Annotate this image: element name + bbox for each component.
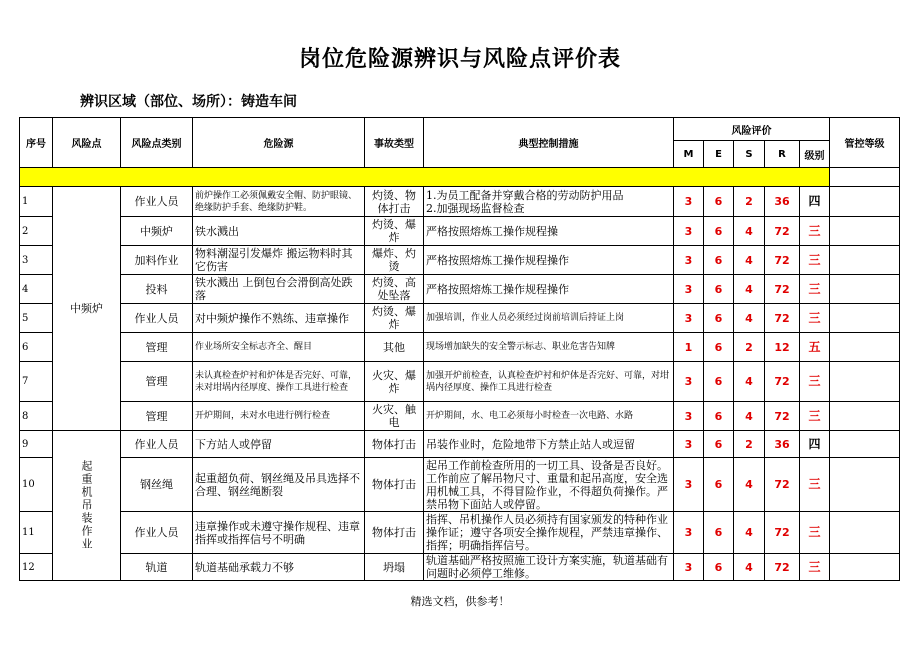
header-control: 管控等级 xyxy=(830,118,900,168)
row-no: 2 xyxy=(20,217,53,246)
row-m: 3 xyxy=(674,246,704,275)
row-s: 4 xyxy=(734,362,765,402)
row-accident: 物体打击 xyxy=(365,458,424,512)
row-control xyxy=(830,458,900,512)
row-category: 管理 xyxy=(121,402,193,431)
row-m: 3 xyxy=(674,362,704,402)
row-measures: 现场增加缺失的安全警示标志、职业危害告知牌 xyxy=(424,333,674,362)
row-control xyxy=(830,187,900,217)
row-m: 1 xyxy=(674,333,704,362)
row-hazard: 铁水溅出 上倒包台会滑倒高处跌落 xyxy=(193,275,365,304)
row-accident: 其他 xyxy=(365,333,424,362)
row-accident: 火灾、触电 xyxy=(365,402,424,431)
row-r: 72 xyxy=(765,246,800,275)
risk-point-group xyxy=(53,431,121,581)
row-category: 管理 xyxy=(121,333,193,362)
row-s: 4 xyxy=(734,512,765,554)
row-e: 6 xyxy=(704,512,734,554)
row-measures: 加强开炉前检查，认真检查炉衬和炉体是否完好、可靠，对坩埚内径厚度、操作工具进行检查 xyxy=(424,362,674,402)
row-category: 作业人员 xyxy=(121,187,193,217)
row-r: 12 xyxy=(765,333,800,362)
row-m: 3 xyxy=(674,512,704,554)
row-no: 3 xyxy=(20,246,53,275)
row-e: 6 xyxy=(704,187,734,217)
row-r: 72 xyxy=(765,304,800,333)
table-row xyxy=(20,362,900,402)
row-accident: 灼烫、爆炸 xyxy=(365,217,424,246)
row-category: 作业人员 xyxy=(121,512,193,554)
row-category: 作业人员 xyxy=(121,431,193,458)
row-no: 4 xyxy=(20,275,53,304)
row-m: 3 xyxy=(674,554,704,581)
table-row xyxy=(20,554,900,581)
row-hazard: 轨道基础承载力不够 xyxy=(193,554,365,581)
row-control xyxy=(830,512,900,554)
row-category: 加料作业 xyxy=(121,246,193,275)
row-s: 4 xyxy=(734,246,765,275)
row-no: 6 xyxy=(20,333,53,362)
footer-note: 精选文档，供参考！ xyxy=(410,595,510,608)
row-r: 72 xyxy=(765,458,800,512)
row-accident: 火灾、爆炸 xyxy=(365,362,424,402)
header-hazard: 危险源 xyxy=(193,118,365,168)
row-e: 6 xyxy=(704,304,734,333)
row-r: 72 xyxy=(765,217,800,246)
row-hazard: 作业场所安全标志齐全、醒目 xyxy=(193,333,365,362)
row-no: 7 xyxy=(20,362,53,402)
row-accident: 灼烫、高处坠落 xyxy=(365,275,424,304)
row-s: 4 xyxy=(734,217,765,246)
row-s: 4 xyxy=(734,458,765,512)
table-row xyxy=(20,458,900,512)
row-s: 4 xyxy=(734,304,765,333)
row-control xyxy=(830,246,900,275)
row-level: 三 xyxy=(800,217,830,246)
row-hazard: 物料潮湿引发爆炸 搬运物料时其它伤害 xyxy=(193,246,365,275)
row-r: 72 xyxy=(765,554,800,581)
row-no: 8 xyxy=(20,402,53,431)
row-e: 6 xyxy=(704,554,734,581)
row-m: 3 xyxy=(674,431,704,458)
row-control xyxy=(830,431,900,458)
row-hazard: 下方站人或停留 xyxy=(193,431,365,458)
row-control xyxy=(830,217,900,246)
row-level: 四 xyxy=(800,187,830,217)
header-accident: 事故类型 xyxy=(365,118,424,168)
table-row xyxy=(20,431,900,458)
row-measures: 轨道基础严格按照施工设计方案实施，轨道基础有问题时必须停工维修。 xyxy=(424,554,674,581)
row-category: 中频炉 xyxy=(121,217,193,246)
row-no: 12 xyxy=(20,554,53,581)
row-r: 36 xyxy=(765,431,800,458)
row-s: 4 xyxy=(734,402,765,431)
header-point: 风险点 xyxy=(53,118,121,168)
header-evaluation: 风险评价 xyxy=(674,118,830,141)
page-title: 岗位危险源辨识与风险点评价表 xyxy=(298,47,621,72)
table-row xyxy=(20,246,900,275)
header-m: M xyxy=(674,141,704,168)
row-m: 3 xyxy=(674,187,704,217)
row-hazard: 违章操作或未遵守操作规程、违章指挥或指挥信号不明确 xyxy=(193,512,365,554)
highlight-cell xyxy=(20,168,830,187)
row-level: 四 xyxy=(800,431,830,458)
row-e: 6 xyxy=(704,333,734,362)
table-row xyxy=(20,217,900,246)
row-measures: 吊装作业时，危险地带下方禁止站人或逗留 xyxy=(424,431,674,458)
row-m: 3 xyxy=(674,217,704,246)
table-row xyxy=(20,187,900,217)
header-level: 级别 xyxy=(800,141,830,168)
row-control xyxy=(830,362,900,402)
row-accident: 物体打击 xyxy=(365,431,424,458)
row-r: 36 xyxy=(765,187,800,217)
row-s: 4 xyxy=(734,554,765,581)
row-hazard: 铁水溅出 xyxy=(193,217,365,246)
row-r: 72 xyxy=(765,362,800,402)
row-e: 6 xyxy=(704,362,734,402)
row-level: 三 xyxy=(800,362,830,402)
row-r: 72 xyxy=(765,275,800,304)
risk-point-group: 中频炉 xyxy=(53,187,121,431)
row-e: 6 xyxy=(704,431,734,458)
table-row xyxy=(20,512,900,554)
header-no: 序号 xyxy=(20,118,53,168)
row-category: 钢丝绳 xyxy=(121,458,193,512)
row-measures: 严格按照熔炼工操作规程操作 xyxy=(424,246,674,275)
header-s: S xyxy=(734,141,765,168)
table-row xyxy=(20,333,900,362)
row-no: 1 xyxy=(20,187,53,217)
table-row xyxy=(20,304,900,333)
header-r: R xyxy=(765,141,800,168)
row-s: 2 xyxy=(734,187,765,217)
row-m: 3 xyxy=(674,275,704,304)
table-row xyxy=(20,402,900,431)
row-e: 6 xyxy=(704,217,734,246)
row-control xyxy=(830,333,900,362)
row-level: 三 xyxy=(800,402,830,431)
row-no: 10 xyxy=(20,458,53,512)
row-control xyxy=(830,402,900,431)
row-s: 2 xyxy=(734,431,765,458)
row-accident: 坍塌 xyxy=(365,554,424,581)
row-m: 3 xyxy=(674,458,704,512)
row-level: 三 xyxy=(800,512,830,554)
row-level: 三 xyxy=(800,458,830,512)
row-no: 11 xyxy=(20,512,53,554)
row-accident: 物体打击 xyxy=(365,512,424,554)
risk-table xyxy=(19,117,900,581)
row-measures: 开炉期间，水、电工必须每小时检查一次电路、水路 xyxy=(424,402,674,431)
row-control xyxy=(830,554,900,581)
header-category: 风险点类别 xyxy=(121,118,193,168)
row-category: 轨道 xyxy=(121,554,193,581)
row-accident: 灼烫、物体打击 xyxy=(365,187,424,217)
row-level: 三 xyxy=(800,554,830,581)
row-no: 5 xyxy=(20,304,53,333)
row-hazard: 起重超负荷、钢丝绳及吊具选择不合理、钢丝绳断裂 xyxy=(193,458,365,512)
row-control xyxy=(830,275,900,304)
row-m: 3 xyxy=(674,304,704,333)
row-category: 投料 xyxy=(121,275,193,304)
row-accident: 爆炸、灼烫 xyxy=(365,246,424,275)
row-measures: 1.为员工配备并穿戴合格的劳动防护用品 2.加强现场监督检查 xyxy=(424,187,674,217)
row-measures: 加强培训，作业人员必须经过岗前培训后持证上岗 xyxy=(424,304,674,333)
row-hazard: 未认真检查炉衬和炉体是否完好、可靠，未对坩埚内径厚度、操作工具进行检查 xyxy=(193,362,365,402)
row-measures: 严格按照熔炼工操作规程操作 xyxy=(424,275,674,304)
header-measures: 典型控制措施 xyxy=(424,118,674,168)
row-level: 三 xyxy=(800,304,830,333)
header-e: E xyxy=(704,141,734,168)
row-measures: 起吊工作前检查所用的一切工具、设备是否良好。工作前应了解吊物尺寸、重量和起吊高度，安全选用机械工具，不得冒险作业，不得超负荷操作。严禁吊物下面站人或停留。 xyxy=(424,458,674,512)
row-hazard: 对中频炉操作不熟练、违章操作 xyxy=(193,304,365,333)
row-no: 9 xyxy=(20,431,53,458)
row-measures: 严格按照熔炼工操作规程操 xyxy=(424,217,674,246)
row-s: 4 xyxy=(734,275,765,304)
row-s: 2 xyxy=(734,333,765,362)
row-r: 72 xyxy=(765,512,800,554)
row-e: 6 xyxy=(704,275,734,304)
row-e: 6 xyxy=(704,246,734,275)
highlight-row xyxy=(20,168,900,187)
row-r: 72 xyxy=(765,402,800,431)
row-category: 作业人员 xyxy=(121,304,193,333)
header-row-1 xyxy=(20,118,900,141)
row-e: 6 xyxy=(704,402,734,431)
row-category: 管理 xyxy=(121,362,193,402)
row-level: 五 xyxy=(800,333,830,362)
row-level: 三 xyxy=(800,246,830,275)
row-control xyxy=(830,304,900,333)
highlight-control-cell xyxy=(830,168,900,187)
region-label: 辨识区域（部位、场所）：铸造车间 xyxy=(80,94,297,110)
row-hazard: 前炉操作工必须佩戴安全帽、防护眼镜、绝缘防护手套、绝缘防护鞋。 xyxy=(193,187,365,217)
row-measures: 指挥、吊机操作人员必须持有国家颁发的特种作业操作证；遵守各项安全操作规程，严禁违章操作、指挥；明确指挥信号。 xyxy=(424,512,674,554)
row-accident: 灼烫、爆炸 xyxy=(365,304,424,333)
row-hazard: 开炉期间，未对水电进行例行检查 xyxy=(193,402,365,431)
row-level: 三 xyxy=(800,275,830,304)
row-m: 3 xyxy=(674,402,704,431)
table-row xyxy=(20,275,900,304)
risk-point-group-label: 起重机吊装作业 xyxy=(80,460,93,551)
row-e: 6 xyxy=(704,458,734,512)
